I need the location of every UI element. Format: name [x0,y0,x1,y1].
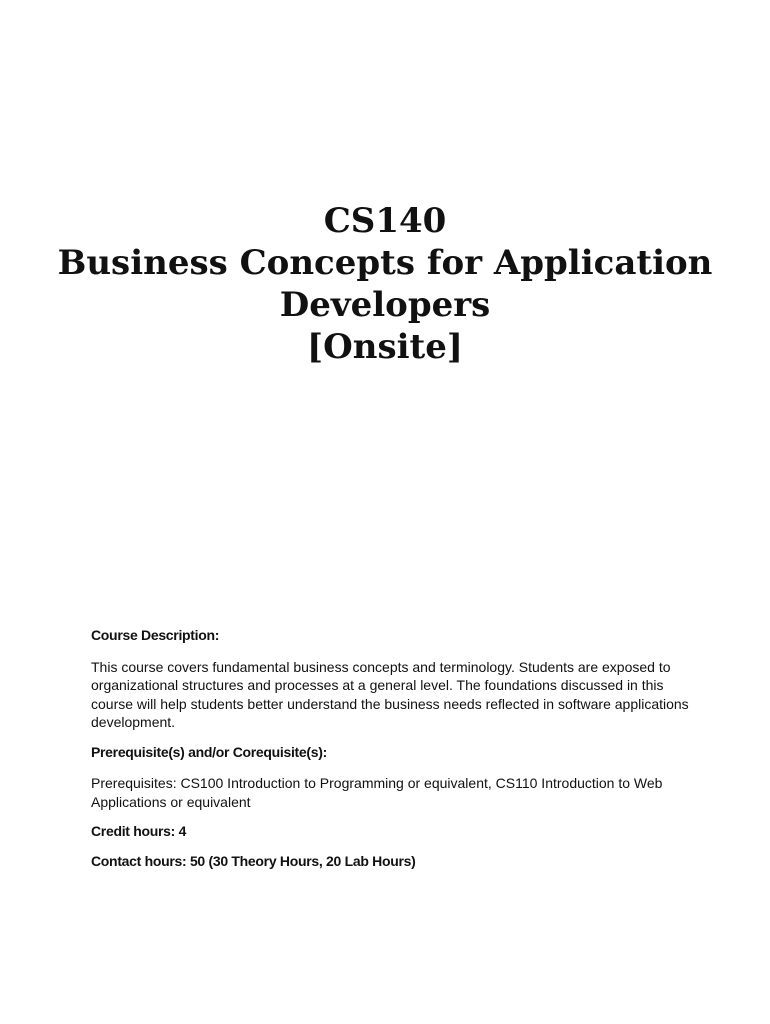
course-title-block [0,200,770,368]
course-description-text: This course covers fundamental business concepts and terminology. Students are exposed to organizational structures and processes at a general level. The foundations discussed in this course will help students better understand the business needs reflected in software applications development. [91,658,689,730]
credit-hours: Credit hours: 4 [91,823,187,839]
delivery-mode: [Onsite] [307,327,463,367]
course-name-line-1: Business Concepts for Application [57,243,713,283]
prerequisites-text: Prerequisites: CS100 Introduction to Programming or equivalent, CS110 Introduction to Web Applications or equivalent [91,775,663,810]
course-name-line-2: Developers [279,285,491,325]
course-code: CS140 [323,201,447,241]
course-details [91,626,691,870]
prerequisites-heading: Prerequisite(s) and/or Corequisite(s): [91,743,327,760]
contact-hours: Contact hours: 50 (30 Theory Hours, 20 Lab Hours) [91,852,416,869]
course-description-heading: Course Description: [91,627,220,643]
